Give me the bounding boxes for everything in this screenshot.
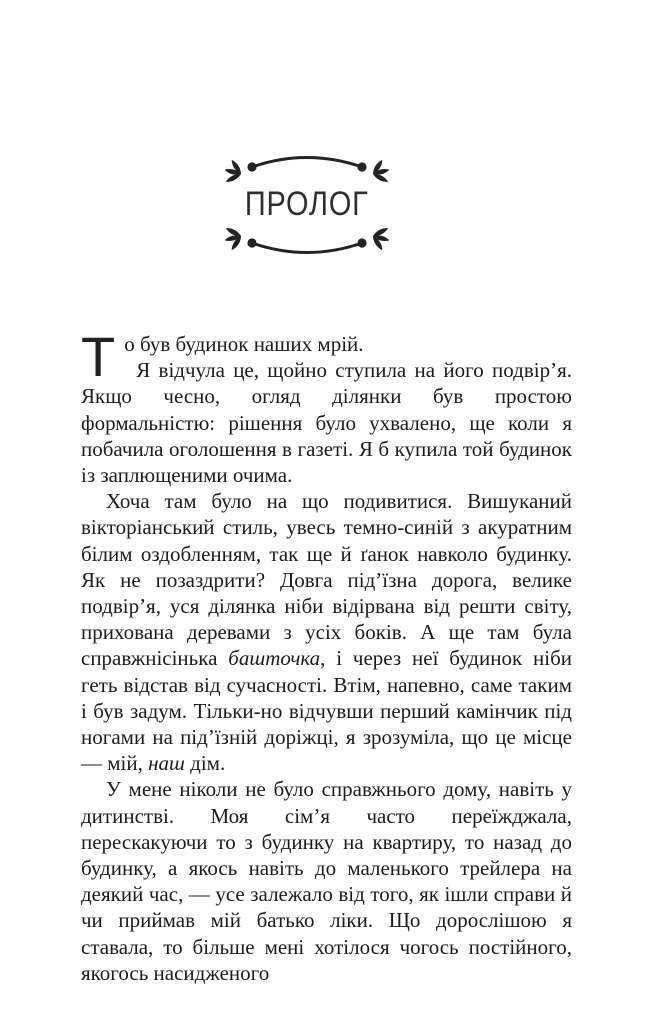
body-text: о був будинок наших мрій.	[124, 332, 364, 356]
paragraph	[81, 488, 572, 776]
body-text: У мене ніколи не було справжнього дому, навіть у дитинстві. Моя сім’я часто переїжджала, перескакуючи то з будинку на квартиру, то назад до будинку, а якось навіть до маленького трейлера на деякий час, — усе залежало від того, як ішли справи й чи приймав мій батько ліки. Що дорослішою я ставала, то більше мені хотілося чогось постійного, якогось насидженого	[81, 777, 572, 985]
chapter-heading	[225, 146, 389, 264]
page-body	[81, 325, 573, 986]
chapter-title: ПРОЛОГ	[245, 185, 369, 223]
floral-bracket-ornament-top	[225, 146, 389, 182]
emphasized-text: наш	[148, 751, 185, 776]
paragraph	[81, 325, 572, 488]
body-text: Я відчула це, щойно ступила на його подвір’я. Якщо чесно, огляд ділянки був простою формальністю: рішення було ухвалено, ще коли я побачила оголошення в газеті. Я б купила той будинок із заплющеними очима.	[81, 358, 572, 488]
body-text: , і через неї будинок ніби геть відстав від сучасності. Втім, напевно, саме таким і був задум. Тільки-но відчувши перший камінчик під ногами на під’їзній доріжці, я зрозуміла, що це місце — мій,	[81, 646, 573, 776]
floral-bracket-ornament-bottom	[225, 228, 389, 264]
paragraph	[81, 776, 572, 986]
drop-cap: Т	[81, 325, 116, 388]
emphasized-text: башточка	[228, 646, 321, 671]
body-text: дім.	[184, 751, 226, 776]
body-text: Хоча там було на що подивитися. Вишуканий вікторіанський стиль, увесь темно-синій з акуратним білим оздобленням, так ще й ґанок навколо будинку. Як не позаздрити? Довга під’їзна дорога, велике подвір’я, уся ділянка ніби відірвана від решти світу, прихована деревами з усіх боків. А ще там була справжнісінька	[81, 489, 572, 671]
